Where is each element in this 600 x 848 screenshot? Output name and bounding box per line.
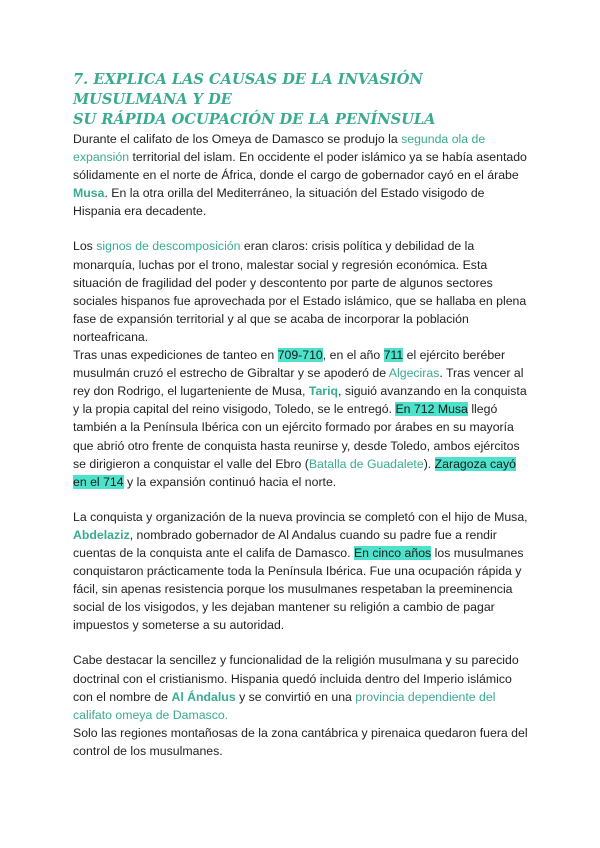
title-line-2: SU RÁPIDA OCUPACIÓN DE LA PENÍNSULA [73, 111, 436, 128]
paragraph-4 [73, 508, 531, 635]
highlight-cinco-anos: En cinco años [353, 545, 432, 560]
text-run: ). [423, 456, 435, 471]
paragraph-3 [73, 346, 531, 491]
text-run: Los [73, 239, 97, 254]
document-body [73, 130, 531, 760]
text-run: Tras unas expediciones de tanteo en [73, 348, 278, 363]
text-run: . Tras vencer al rey don Rodrigo, el lugarteniente de Musa, [73, 366, 524, 399]
paragraph-gap [73, 634, 531, 651]
text-run: , en el año [322, 348, 384, 363]
text-run: territorial del islam. En occidente el poder islámico ya se había asentado sólidamente en el norte de África, donde el cargo de gobernador cayó en el árabe [73, 150, 527, 183]
term-al-andalus: Al Ándalus [171, 689, 236, 704]
text-run: , siguió avanzando en la conquista y la propia capital del reino visigodo, Toledo, se le entregó. [73, 384, 527, 417]
paragraph-1 [73, 130, 531, 220]
paragraph-gap [73, 491, 531, 508]
paragraph-6 [73, 724, 531, 760]
highlight-709-710: 709-710 [277, 348, 323, 363]
highlight-zaragoza-714: Zaragoza cayó en el 714 [73, 456, 516, 489]
text-run: La conquista y organización de la nueva provincia se completó con el hijo de Musa, [73, 509, 528, 524]
text-run: . En la otra orilla del Mediterráneo, la situación del Estado visigodo de Hispania era decadente. [73, 186, 485, 219]
term-segunda-ola: segunda ola de expansión [73, 132, 486, 165]
highlight-711: 711 [383, 348, 404, 363]
paragraph-5 [73, 651, 531, 723]
term-signos-descomposicion: signos de descomposición [96, 239, 241, 254]
text-run: eran claros: crisis política y debilidad de la monarquía, luchas por el trono, malestar social y regresión económica. Esta situación de fragilidad del poder y descontento por parte de algunos sectores sociales hispanos fue aprovechada por el Estado islámico, que se hallaba en plena fase de expansión territorial y al que se acaba de incorporar la población norteafricana. [73, 239, 527, 344]
text-run: llegó también a la Península Ibérica con un ejército formado por árabes en su mayoría que abrió otro frente de conquista hasta reunirse y, desde Toledo, ambos ejércitos se dirigieron a conquistar el valle del Ebro ( [73, 402, 520, 471]
page-title [73, 70, 533, 130]
text-run: y la expansión continuó hacia el norte. [123, 474, 337, 489]
paragraph-2 [73, 237, 531, 346]
text-run: Durante el califato de los Omeya de Damasco se produjo la [73, 132, 402, 146]
term-musa: Musa [73, 186, 105, 201]
term-tariq: Tariq [308, 384, 338, 399]
text-run: y se convirtió en una [235, 689, 356, 704]
term-abdelaziz: Abdelaziz [73, 527, 130, 542]
text-run: , nombrado gobernador de Al Andalus cuando su padre fue a rendir cuentas de la conquista ante el califa de Damasco. [73, 527, 497, 560]
highlight-712-musa: En 712 Musa [395, 402, 468, 417]
text-run: Solo las regiones montañosas de la zona cantábrica y pirenaica quedaron fuera del control de los musulmanes. [73, 725, 528, 758]
paragraph-gap [73, 220, 531, 237]
title-line-1: 7. EXPLICA LAS CAUSAS DE LA INVASIÓN MUSULMANA Y DE [73, 71, 423, 108]
text-run: el ejército beréber musulmán cruzó el estrecho de Gibraltar y se apoderó de [73, 348, 506, 381]
term-provincia-dependiente: provincia dependiente del califato omeya de Damasco. [73, 689, 496, 722]
text-run: Cabe destacar la sencillez y funcionalidad de la religión musulmana y su parecido doctrinal con el cristianismo. Hispania quedó incluida dentro del Imperio islámico con el nombre de [73, 653, 519, 704]
text-run: los musulmanes conquistaron prácticamente toda la Península Ibérica. Fue una ocupación rápida y fácil, sin apenas resistencia porque los musulmanes respetaban la preeminencia social de los visigodos, y les dejaban mantener su religión a cambio de pagar impuestos y someterse a su autoridad. [73, 545, 524, 633]
term-algeciras: Algeciras [388, 366, 440, 381]
term-batalla-guadalete: Batalla de Guadalete [308, 456, 424, 471]
